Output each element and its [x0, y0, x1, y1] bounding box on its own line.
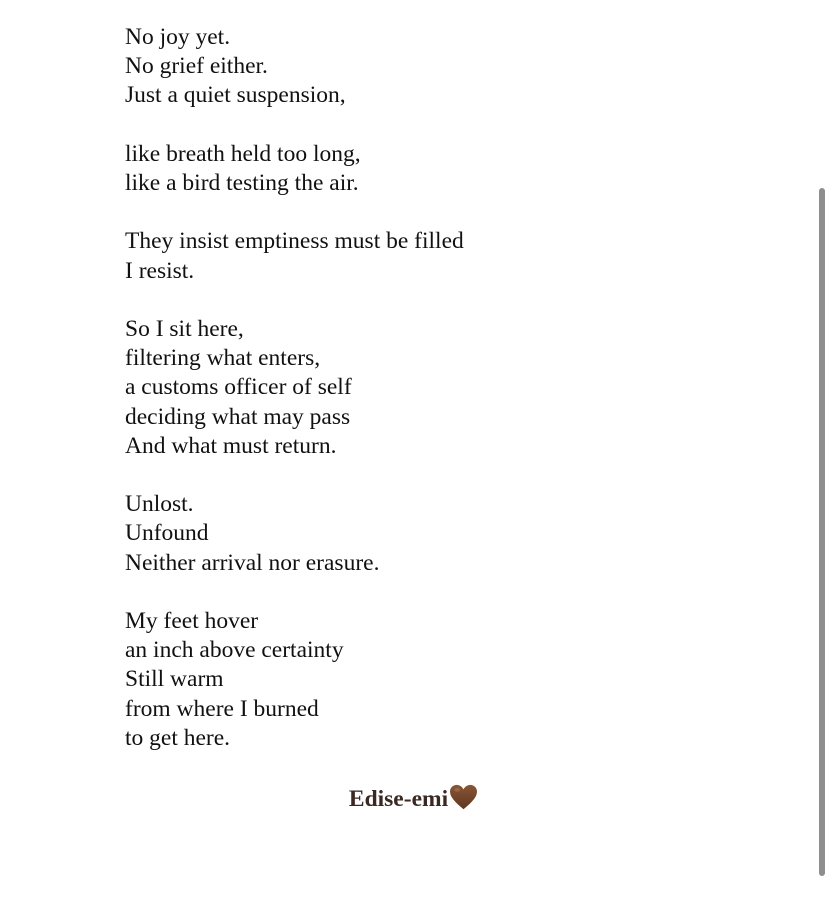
stanza-break [125, 198, 464, 227]
poem-line: a customs officer of self [125, 374, 352, 401]
poem-line: So I sit here, [125, 315, 244, 342]
poem-line: like a bird testing the air. [125, 170, 359, 196]
poem-line: No grief either. [125, 53, 268, 80]
scrollbar-thumb[interactable] [819, 188, 825, 876]
poem-line: Unlost. [125, 491, 194, 518]
poem-line: My feet hover [125, 607, 259, 634]
author-signature [0, 784, 827, 814]
poem-line: Unfound [125, 520, 209, 547]
poem-line: deciding what may pass [125, 403, 351, 430]
poem-line: Just a quiet suspension, [125, 82, 346, 109]
poem-line: No joy yet. [125, 24, 231, 50]
poem-line: Still warm [125, 666, 224, 693]
poem-line: an inch above certainty [125, 637, 344, 664]
poem-line: I resist. [125, 257, 195, 284]
poem-line: to get here. [125, 724, 231, 751]
poem-line: filtering what enters, [125, 345, 321, 372]
poem-line: like breath held too long, [125, 140, 361, 167]
author-name: Edise-emi [348, 786, 449, 812]
vertical-scrollbar[interactable] [815, 0, 827, 906]
stanza-break [125, 578, 464, 607]
stanza-break [125, 111, 464, 140]
brown-heart-icon [449, 784, 478, 811]
stanza-break [125, 461, 464, 490]
poem-line: from where I burned [125, 695, 319, 722]
poem-line: Neither arrival nor erasure. [125, 549, 380, 576]
poem-body [125, 23, 464, 753]
poem-line: And what must return. [125, 432, 337, 459]
poem-line: They insist emptiness must be filled [125, 228, 464, 255]
stanza-break [125, 286, 464, 315]
